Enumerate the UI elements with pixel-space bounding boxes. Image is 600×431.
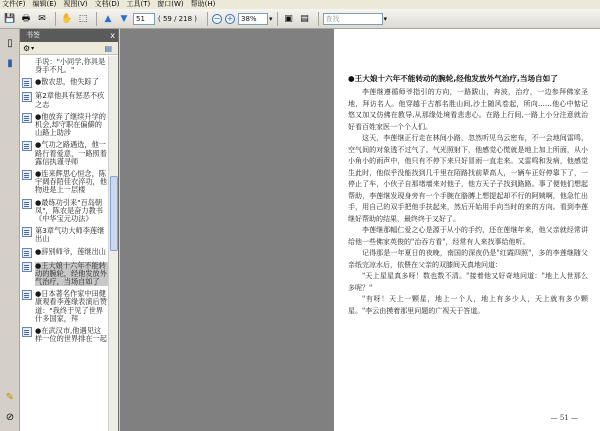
bookmark-label: 第3章气功大师李莲继出山: [35, 226, 105, 244]
page-count: ( 59 / 218 ): [158, 14, 197, 23]
bookmark-item[interactable]: [20, 76, 108, 90]
section-heading: ●王大娘十六年不能转动的腕轮,经他发放外气治疗,当场自如了: [348, 74, 558, 83]
body-paragraph: "有呀！天上一颗星，地上一个人，地上有多少人，天上就有多少颗星。"李云由摸着那里问题的广视天于答道。: [348, 295, 588, 315]
comments-icon[interactable]: ✎: [5, 391, 15, 403]
menu-file[interactable]: 文件(F): [2, 0, 26, 8]
bookmark-list: [20, 56, 108, 431]
bookmarks-icon[interactable]: ▮: [7, 57, 13, 69]
bookmark-item[interactable]: [20, 225, 108, 245]
bookmark-item[interactable]: [20, 56, 108, 76]
bookmark-label: ●散农思，他失踪了: [35, 77, 99, 87]
bookmark-page-icon: [22, 290, 32, 300]
bookmark-label: ●王大娘十六年不能转动的腕轮，经他发放外气治疗，当场自如了: [35, 260, 107, 287]
body-paragraph: 这天，李莲继正行走在林间小路，忽然听见乌云密布，不一会地间雷鸣，空气间的对象透不过气了。气光照射下，他感觉心慌就是地上加上所面，从小小角小的雨声中，他只有不停下来只好冒雨一直走来。又雷鸣和发病，他感觉生此时，他似乎没能找到几千里在陌路找前辈高人，一辆车正好停靠下了，一停止了车，小伙子自那堵墙来对他子，他方天子子找到路路。事了便他们想起帮助，李莲继发现身旁有一个手腕在胳膊上想提起却不行的阿姨啊，他急忙出手，用自己的双手把他手扶起来，然后开始用手向当时的来的方向。看到李莲继好帮助的结果，最终终于又好了。: [348, 134, 588, 223]
bookmark-label: ●最练功引来"百岛朝凤"，陈农是奋力教书《中华宝元功法》: [35, 197, 103, 224]
bookmark-page-icon: [22, 92, 32, 102]
menu-bar: [0, 0, 600, 9]
bookmark-label: 第2章他具有惩恶不疚之志: [35, 91, 105, 109]
bookmark-label: 手说："小同学,你具是身手不凡。": [35, 57, 106, 75]
toolbar-separator: [55, 12, 56, 26]
navigation-strip: [0, 29, 20, 431]
page-number-footer: — 51 —: [550, 414, 578, 422]
bookmark-item[interactable]: [20, 139, 108, 168]
zoom-in-icon[interactable]: +: [226, 13, 234, 23]
bookmark-item[interactable]: [20, 168, 108, 197]
chevron-down-icon[interactable]: ▾: [31, 44, 35, 52]
menu-window[interactable]: 窗口(W): [157, 0, 184, 8]
next-page-icon[interactable]: ▼: [120, 13, 128, 24]
previous-page-icon[interactable]: ▲: [104, 13, 112, 24]
bookmark-label: ●他放弃了继续升学的机会,却守职在偏僻的山路上助涉: [35, 111, 106, 138]
attachment-icon[interactable]: ⊘: [5, 411, 15, 423]
bookmark-label: ●连来辉思心恒念，陈宇阔吞陌佳衣淬功，他物进是上一层楼: [35, 169, 107, 195]
panel-toolbar: [20, 42, 118, 55]
bookmark-label: ●辞别师爷，莲继出山: [35, 246, 106, 256]
menu-view[interactable]: 视图(V): [63, 0, 88, 8]
bookmark-label: ●日本著名作家中田健康观看李莲缘表演后赞道："我终于见了世界什多国家，拜: [35, 289, 107, 323]
menu-document[interactable]: 文档(D): [94, 0, 120, 8]
bookmark-item[interactable]: [20, 197, 108, 226]
page-body: [348, 87, 588, 317]
select-tool-icon[interactable]: ⬚: [78, 13, 88, 24]
menu-help[interactable]: 帮助(H): [190, 0, 216, 8]
toolbar: [0, 9, 600, 29]
bookmark-page-icon: [22, 141, 32, 151]
bookmark-item[interactable]: [20, 325, 108, 345]
close-icon[interactable]: x: [110, 31, 115, 40]
zoom-out-icon[interactable]: −: [213, 13, 221, 23]
body-paragraph: 记得那是一年夏日的夜晚，南国的深夜仍是"红霞四照"，多的李莲继随父亲纸完凉水后，依偎在父亲的双膝间天真地问道：: [348, 249, 588, 269]
chevron-down-icon[interactable]: ▾: [269, 14, 273, 23]
zoom-level-select[interactable]: 38%: [238, 13, 268, 25]
body-paragraph: 李莲继遵循师爷指引的方向，一路跋山，奔波，治疗，一边参拜佛家圣地，拜访名人。他穿越于古都名胜山间,沙土随风卷起，所向……他心中惦记悠又加又仿佛在教导,从那缘处境看悲悲心。在路上行间,一路上小分注意就治好看百姓家医一个个人们。: [348, 88, 588, 131]
chevron-down-icon[interactable]: ▾: [383, 14, 388, 23]
scrollbar-thumb[interactable]: [110, 176, 118, 251]
bookmark-item[interactable]: [20, 288, 108, 325]
bookmark-item[interactable]: [20, 260, 108, 289]
menu-edit[interactable]: 编辑(E): [32, 0, 57, 8]
panel-scrollbar[interactable]: [108, 56, 118, 431]
hand-tool-icon[interactable]: ✋: [61, 13, 73, 24]
toolbar-separator: [277, 12, 278, 26]
bookmark-label: ●在武汉市,他遇见这样一位的世界排在一起: [35, 326, 107, 344]
bookmark-page-icon: [22, 113, 32, 123]
bookmark-label: ●气功之路遇选，他一路行着爱意，一路照着露信执谨寻师: [35, 140, 107, 166]
toolbar-separator: [96, 12, 97, 26]
page-number-input[interactable]: 51: [133, 13, 155, 25]
print-icon[interactable]: 🖶: [21, 13, 31, 24]
bookmark-page-icon: [22, 78, 32, 88]
email-icon[interactable]: ✉: [38, 13, 46, 24]
pdf-page: [334, 29, 600, 431]
toolbar-separator: [318, 12, 319, 26]
bookmark-page-icon: [22, 248, 32, 258]
bookmark-item[interactable]: [20, 111, 108, 140]
pages-icon[interactable]: ▯: [7, 37, 13, 49]
bookmark-page-icon: [22, 262, 32, 272]
options-icon[interactable]: ⚙: [23, 43, 31, 53]
new-bookmark-icon[interactable]: ▤: [104, 43, 112, 53]
bookmark-page-icon: [22, 199, 32, 209]
bookmarks-panel: [20, 29, 119, 431]
toolbar-separator: [207, 12, 208, 26]
menu-tools[interactable]: 工具(T): [126, 0, 151, 8]
search-input[interactable]: 查找: [323, 13, 383, 25]
document-area: [120, 29, 600, 431]
panel-title: 书签: [26, 31, 40, 39]
body-paragraph: 李莲继那幅仁爱之心是源于从小的手约，还在莲继年来，他父亲就经常讲给他一些佛家英俊的"治吞方看"，经常有人来找事给他听。: [348, 226, 588, 246]
panel-header: [20, 29, 118, 42]
bookmark-page-icon: [22, 170, 32, 180]
bookmark-page-icon: [22, 227, 32, 237]
bookmark-item[interactable]: [20, 246, 108, 260]
fit-width-icon[interactable]: ▤: [300, 13, 309, 24]
bookmark-item[interactable]: [20, 90, 108, 110]
body-paragraph: "天上星星真多呀！数也数不清。"接着他又好奇地问道："地上人世那么多呢？": [348, 272, 588, 292]
bookmark-page-icon: [22, 327, 32, 337]
fit-page-icon[interactable]: ▣: [284, 13, 293, 24]
save-icon[interactable]: 💾: [4, 13, 16, 24]
